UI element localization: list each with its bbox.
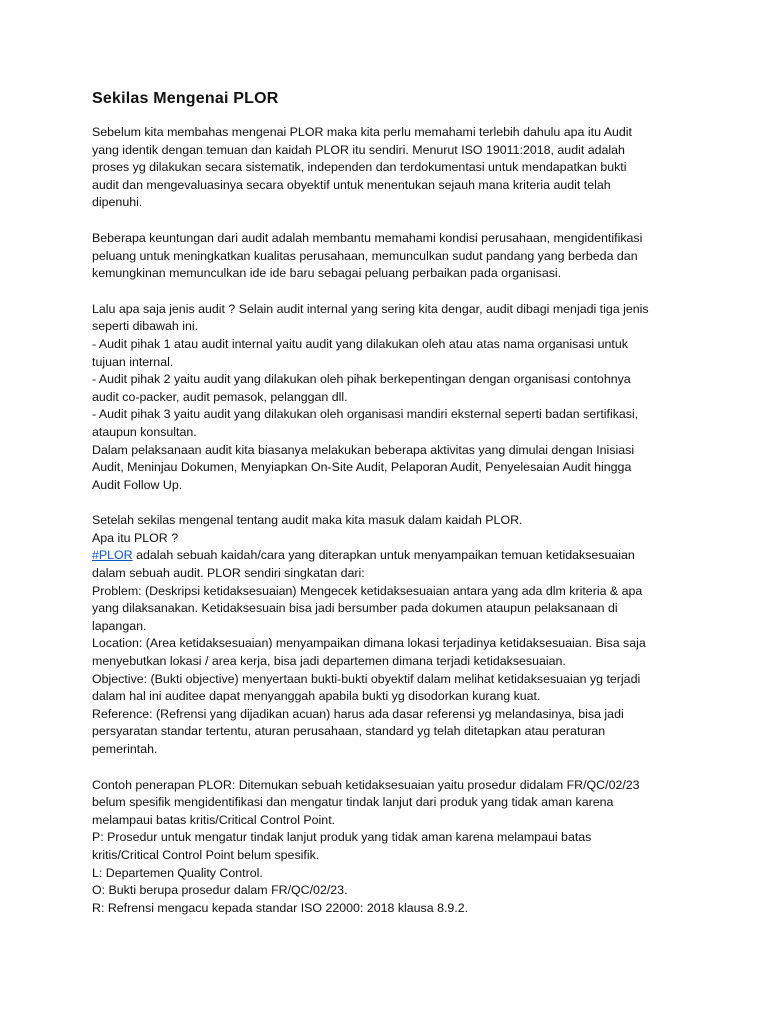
paragraph-intro xyxy=(92,124,692,212)
text-line: belum spesifik mengidentifikasi dan mengatur tindak lanjut dari produk yang tidak aman karena xyxy=(92,795,614,810)
text-fragment: adalah sebuah kaidah/cara yang diterapkan untuk menyampaikan temuan ketidaksesuaian xyxy=(132,548,635,563)
text-line: kritis/Critical Control Point belum spesifik. xyxy=(92,847,320,862)
text-line-with-link xyxy=(92,547,692,565)
text-line: dalam hal ini auditee dapat menyanggah apabila bukti yg disodorkan kurang kuat. xyxy=(92,689,541,704)
paragraph-plor-example xyxy=(92,777,692,918)
text-line: Audit Follow Up. xyxy=(92,477,183,492)
text-line: Reference: (Refrensi yang dijadikan acuan) harus ada dasar referensi yg melandasinya, bisa jadi xyxy=(92,706,624,721)
text-line: melampaui batas kritis/Critical Control Point. xyxy=(92,812,336,827)
text-line: O: Bukti berupa prosedur dalam FR/QC/02/23. xyxy=(92,883,348,898)
text-line: yang identik dengan temuan dan kaidah PLOR itu sendiri. Menurut ISO 19011:2018, audit adalah xyxy=(92,142,625,157)
text-line: dipenuhi. xyxy=(92,195,143,210)
paragraph-benefits xyxy=(92,230,692,283)
text-line: persyaratan standar tertentu, aturan perusahaan, standard yg telah ditetapkan atau peraturan xyxy=(92,724,606,739)
text-line: tujuan internal. xyxy=(92,354,174,369)
text-line: Objective: (Bukti objective) menyertaan bukti-bukti obyektif dalam melihat ketidaksesuaian yg terjadi xyxy=(92,671,641,686)
text-line: peluang untuk meningkatkan kualitas perusahaan, memunculkan sudut pandang yang berbeda dan xyxy=(92,248,638,263)
text-line: - Audit pihak 2 yaitu audit yang dilakukan oleh pihak berkepentingan dengan organisasi contohnya xyxy=(92,372,631,387)
text-line: audit dan mengevaluasinya secara obyektif untuk menentukan sejauh mana kriteria audit telah xyxy=(92,177,611,192)
text-line: kemungkinan memunculkan ide ide baru sebagai peluang perbaikan pada organisasi. xyxy=(92,266,562,281)
text-line: Problem: (Deskripsi ketidaksesuaian) Mengecek ketidaksesuaian antara yang ada dlm kriteria & apa xyxy=(92,583,643,598)
text-line: - Audit pihak 3 yaitu audit yang dilakukan oleh organisasi mandiri eksternal seperti badan sertifikasi, xyxy=(92,407,639,422)
text-line: - Audit pihak 1 atau audit internal yaitu audit yang dilakukan oleh atau atas nama organisasi untuk xyxy=(92,336,628,351)
text-line: Contoh penerapan PLOR: Ditemukan sebuah ketidaksesuaian yaitu prosedur didalam FR/QC/02/23 xyxy=(92,777,640,792)
paragraph-audit-types xyxy=(92,301,692,495)
text-line: seperti dibawah ini. xyxy=(92,319,199,334)
plor-hashtag-link[interactable]: #PLOR xyxy=(92,548,133,563)
text-line: Sebelum kita membahas mengenai PLOR maka kita perlu memahami terlebih dahulu apa itu Audit xyxy=(92,125,632,139)
text-line: pemerintah. xyxy=(92,742,158,756)
text-line: Beberapa keuntungan dari audit adalah membantu memahami kondisi perusahaan, mengidentifikasi xyxy=(92,230,643,245)
text-line: L: Departemen Quality Control. xyxy=(92,865,263,880)
text-line: menyebutkan lokasi / area kerja, bisa jadi departemen dimana terjadi ketidaksesuaian. xyxy=(92,654,566,669)
text-line: Apa itu PLOR ? xyxy=(92,530,179,545)
text-line: proses yg dilakukan secara sistematik, independen dan terdokumentasi untuk mendapatkan bukti xyxy=(92,160,627,175)
text-line: audit co-packer, audit pemasok, pelanggan dll. xyxy=(92,389,348,404)
text-line: yang dilaksanakan. Ketidaksesuain bisa jadi bersumber pada dokumen ataupun pelaksanaan di xyxy=(92,601,618,616)
text-line: Lalu apa saja jenis audit ? Selain audit internal yang sering kita dengar, audit dibagi menjadi tiga jenis xyxy=(92,301,649,316)
text-line: R: Refrensi mengacu kepada standar ISO 22000: 2018 klausa 8.9.2. xyxy=(92,900,469,915)
text-line: Audit, Meninjau Dokumen, Menyiapkan On-Site Audit, Pelaporan Audit, Penyelesaian Audit hingga xyxy=(92,460,632,475)
text-line: Setelah sekilas mengenal tentang audit maka kita masuk dalam kaidah PLOR. xyxy=(92,513,523,528)
text-line: ataupun konsultan. xyxy=(92,424,197,439)
text-line: lapangan. xyxy=(92,618,147,633)
document-content xyxy=(92,88,692,935)
text-line: Dalam pelaksanaan audit kita biasanya melakukan beberapa aktivitas yang dimulai dengan Inisiasi xyxy=(92,442,635,457)
text-line: P: Prosedur untuk mengatur tindak lanjut produk yang tidak aman karena melampaui batas xyxy=(92,830,592,845)
text-line: dalam sebuah audit. PLOR sendiri singkatan dari: xyxy=(92,566,365,581)
paragraph-plor-definition xyxy=(92,512,692,758)
document-title: Sekilas Mengenai PLOR xyxy=(92,90,279,107)
text-line: Location: (Area ketidaksesuaian) menyampaikan dimana lokasi terjadinya ketidaksesuaian. Bisa saja xyxy=(92,636,646,651)
